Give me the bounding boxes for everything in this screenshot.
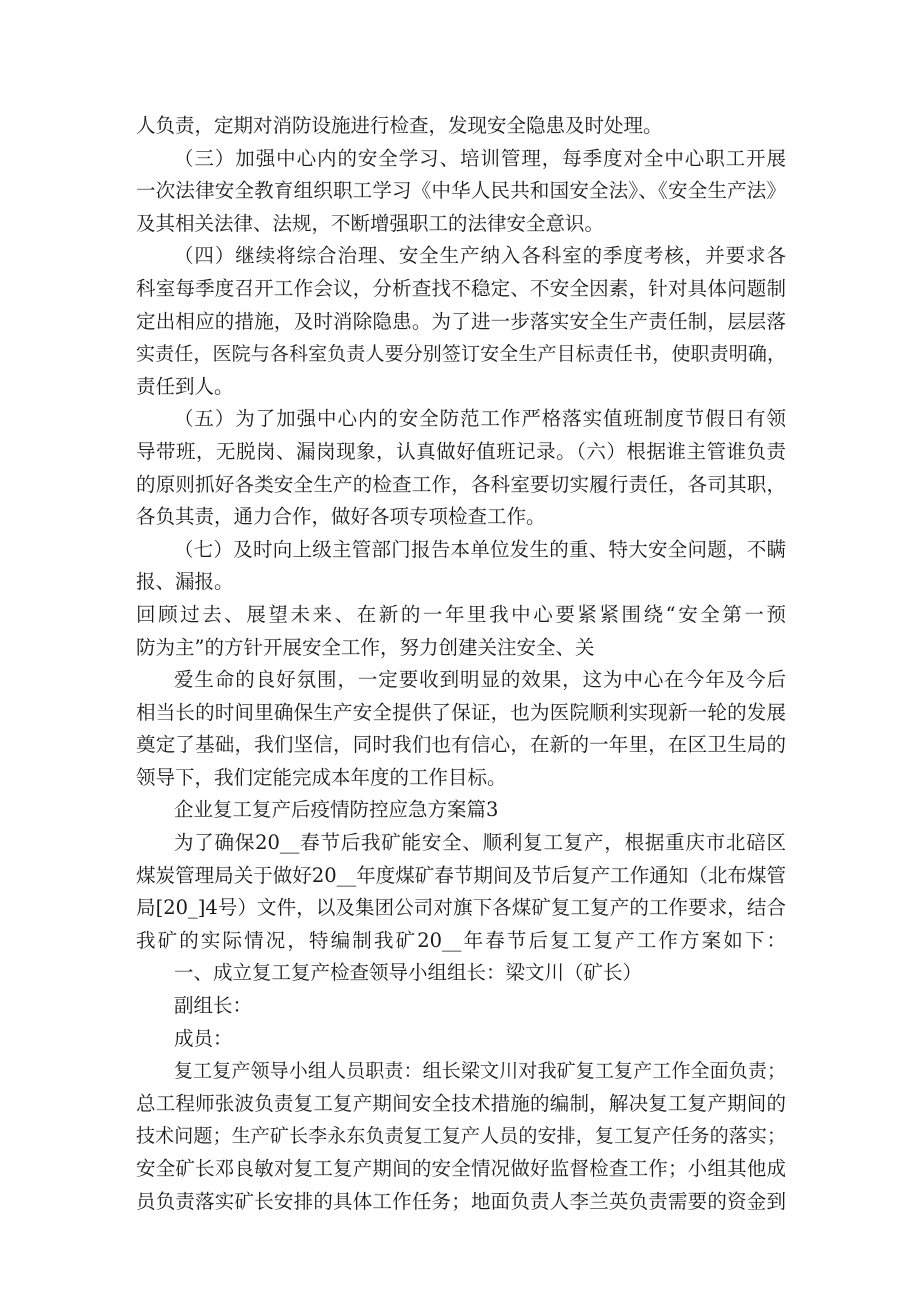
- text-line: 奠定了基础，我们坚信，同时我们也有信心，在新的一年里，在区卫生局的: [136, 733, 786, 757]
- text-line: 定出相应的措施，及时消除隐患。为了进一步落实安全生产责任制，层层落: [136, 309, 786, 333]
- text-line: 成员：: [174, 1026, 233, 1050]
- text-line: 安全矿长邓良敏对复工复产期间的安全情况做好监督检查工作；小组其他成: [136, 1157, 786, 1180]
- text-line: 回顾过去、展望未来、在新的一年里我中心要紧紧围绕“安全第一预: [136, 602, 786, 626]
- text-line: 导带班，无脱岗、漏岗现象，认真做好值班记录。（六）根据谁主管谁负责: [136, 439, 786, 463]
- text-line: 一、成立复工复产检查领导小组组长：梁文川（矿长）: [174, 961, 643, 985]
- text-line: （四）继续将综合治理、安全生产纳入各科室的季度考核，并要求各: [174, 244, 786, 268]
- text-line: 相当长的时间里确保生产安全提供了保证，也为医院顺利实现新一轮的发展: [136, 700, 786, 724]
- document-body: [136, 110, 786, 1218]
- text-line: 技术问题；生产矿长李永东负责复工复产人员的安排，复工复产任务的落实；: [136, 1125, 786, 1148]
- text-line: 的原则抓好各类安全生产的检查工作，各科室要切实履行责任，各司其职，: [136, 472, 786, 496]
- text-line: 报、漏报。: [136, 570, 234, 594]
- text-line: 各负其责，通力合作，做好各项专项检查工作。: [136, 505, 546, 529]
- text-line: 及其相关法律、法规，不断增强职工的法律安全意识。: [136, 211, 605, 235]
- text-line: 复工复产领导小组人员职责：组长梁文川对我矿复工复产工作全面负责；: [174, 1060, 786, 1083]
- text-line: 为了确保20__春节后我矿能安全、顺利复工复产，根据重庆市北碚区: [174, 831, 786, 855]
- text-line: 科室每季度召开工作会议，分析查找不稳定、不安全因素，针对具体问题制: [136, 276, 786, 300]
- text-line: 我矿的实际情况，特编制我矿20__年春节后复工复产工作方案如下：: [136, 928, 786, 952]
- text-line: 企业复工复产后疫情防控应急方案篇3: [174, 798, 499, 822]
- text-line: 煤炭管理局关于做好20__年度煤矿春节期间及节后复产工作通知（北布煤管: [136, 863, 786, 887]
- text-line: 副组长：: [174, 994, 253, 1018]
- text-line: 领导下，我们定能完成本年度的工作目标。: [136, 765, 507, 789]
- text-line: 实责任，医院与各科室负责人要分别签订安全生产目标责任书，使职责明确，: [136, 343, 786, 366]
- text-line: （五）为了加强中心内的安全防范工作严格落实值班制度节假日有领: [174, 407, 786, 431]
- text-line: （七）及时向上级主管部门报告本单位发生的重、特大安全问题，不瞒: [174, 537, 786, 561]
- text-line: 一次法律安全教育组织职工学习《中华人民共和国安全法》、《安全生产法》: [136, 179, 786, 203]
- text-line: 人负责，定期对消防设施进行检查，发现安全隐患及时处理。: [136, 114, 663, 137]
- text-line: 总工程师张波负责复工复产期间安全技术措施的编制，解决复工复产期间的: [136, 1091, 786, 1115]
- text-line: 员负责落实矿长安排的具体工作任务；地面负责人李兰英负责需要的资金到: [136, 1189, 786, 1213]
- text-line: （三）加强中心内的安全学习、培训管理，每季度对全中心职工开展: [174, 146, 786, 170]
- text-line: 局[20_]4号）文件，以及集团公司对旗下各煤矿复工复产的工作要求，结合: [136, 896, 786, 920]
- text-line: 爱生命的良好氛围，一定要收到明显的效果，这为中心在今年及今后: [174, 668, 786, 692]
- text-line: 责任到人。: [136, 374, 234, 398]
- text-line: 防为主”的方针开展安全工作，努力创建关注安全、关: [136, 635, 595, 659]
